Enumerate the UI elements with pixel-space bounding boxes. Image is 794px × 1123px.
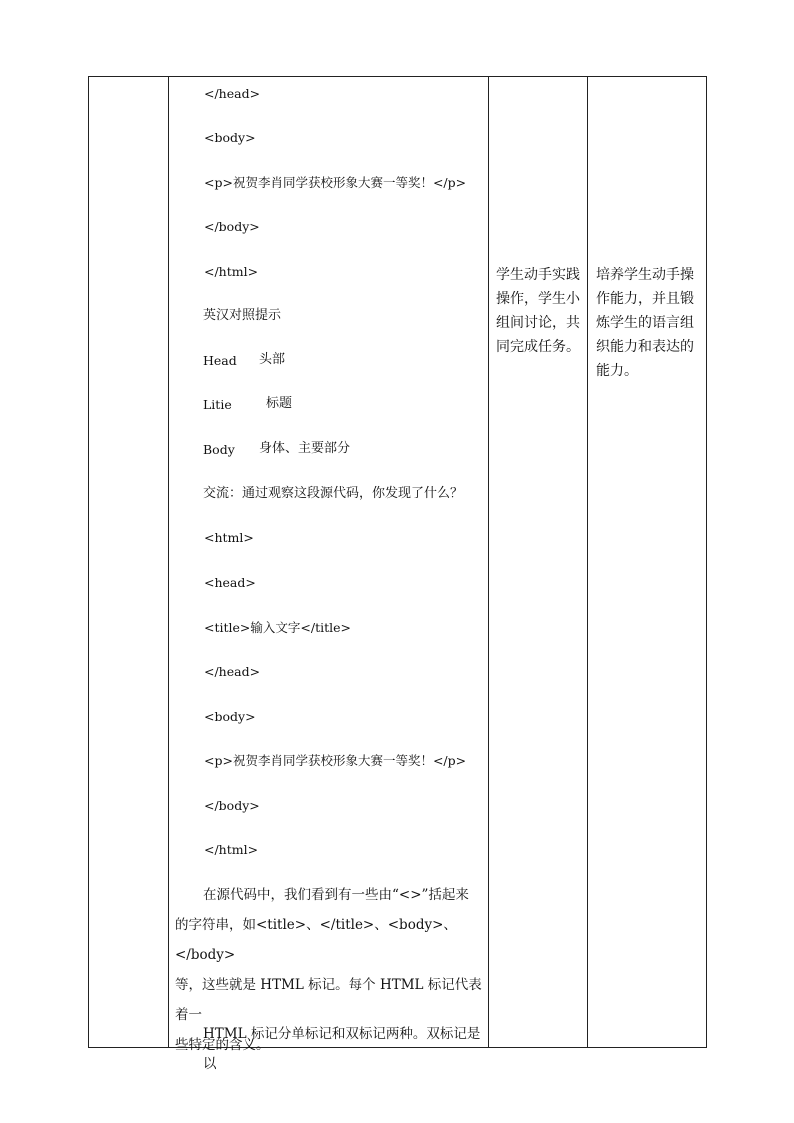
- explanation-paragraph: [175, 1019, 485, 1079]
- paragraph-line: 在源代码中，我们看到有一些由“<>”括起来: [203, 887, 469, 903]
- discussion-question: 交流：通过观察这段源代码，你发现了什么？: [203, 486, 464, 501]
- activity-line: 学生动手实践: [496, 267, 580, 283]
- intent-line: 培养学生动手操: [596, 267, 694, 283]
- code-line: <p>祝贺李肖同学获校形象大赛一等奖！</p>: [204, 753, 467, 768]
- code-line: <head>: [204, 575, 256, 590]
- intent-line: 织能力和表达的: [596, 339, 694, 355]
- activity-line: 组间讨论，共: [496, 315, 580, 331]
- activity-line: 操作，学生小: [496, 291, 580, 307]
- code-line: </head>: [204, 664, 261, 679]
- glossary-term-en: Body: [203, 442, 235, 457]
- glossary-term-zh: 标题: [266, 396, 293, 411]
- code-line: </head>: [204, 86, 261, 101]
- code-line: </body>: [204, 219, 260, 234]
- code-line: <body>: [204, 130, 256, 145]
- activity-line: 同完成任务。: [496, 339, 580, 355]
- code-line: <body>: [204, 709, 256, 724]
- paragraph-line: 的字符串，如<title>、</title>、<body>、</body>: [175, 917, 457, 963]
- glossary-term-zh: 头部: [259, 352, 286, 367]
- glossary-term-en: Head: [203, 353, 237, 368]
- student-activity-cell: [489, 77, 588, 1047]
- design-intent-cell: [588, 77, 708, 1047]
- teaching-content-cell: [169, 77, 489, 1072]
- code-line: </html>: [204, 264, 259, 279]
- code-line: <html>: [204, 530, 254, 545]
- stage-cell: [89, 77, 168, 1047]
- lesson-table: [88, 76, 707, 1072]
- paragraph-line: 些特定的含义。: [175, 1037, 270, 1053]
- paragraph-line: HTML 标记分单标记和双标记两种。双标记是以: [203, 1026, 481, 1072]
- code-line: </body>: [204, 798, 260, 813]
- intent-line: 炼学生的语言组: [596, 315, 694, 331]
- glossary-term-zh: 身体、主要部分: [259, 441, 351, 456]
- code-line: <p>祝贺李肖同学获校形象大赛一等奖！</p>: [204, 175, 467, 190]
- intent-line: 能力。: [596, 363, 638, 379]
- glossary-term-en: Litie: [203, 397, 232, 412]
- paragraph-line: 等，这些就是 HTML 标记。每个 HTML 标记代表着一: [175, 977, 482, 1023]
- code-line: <title>输入文字</title>: [204, 620, 351, 635]
- intent-line: 作能力，并且锻: [596, 291, 694, 307]
- glossary-title: 英汉对照提示: [203, 308, 282, 323]
- code-line: </html>: [204, 842, 259, 857]
